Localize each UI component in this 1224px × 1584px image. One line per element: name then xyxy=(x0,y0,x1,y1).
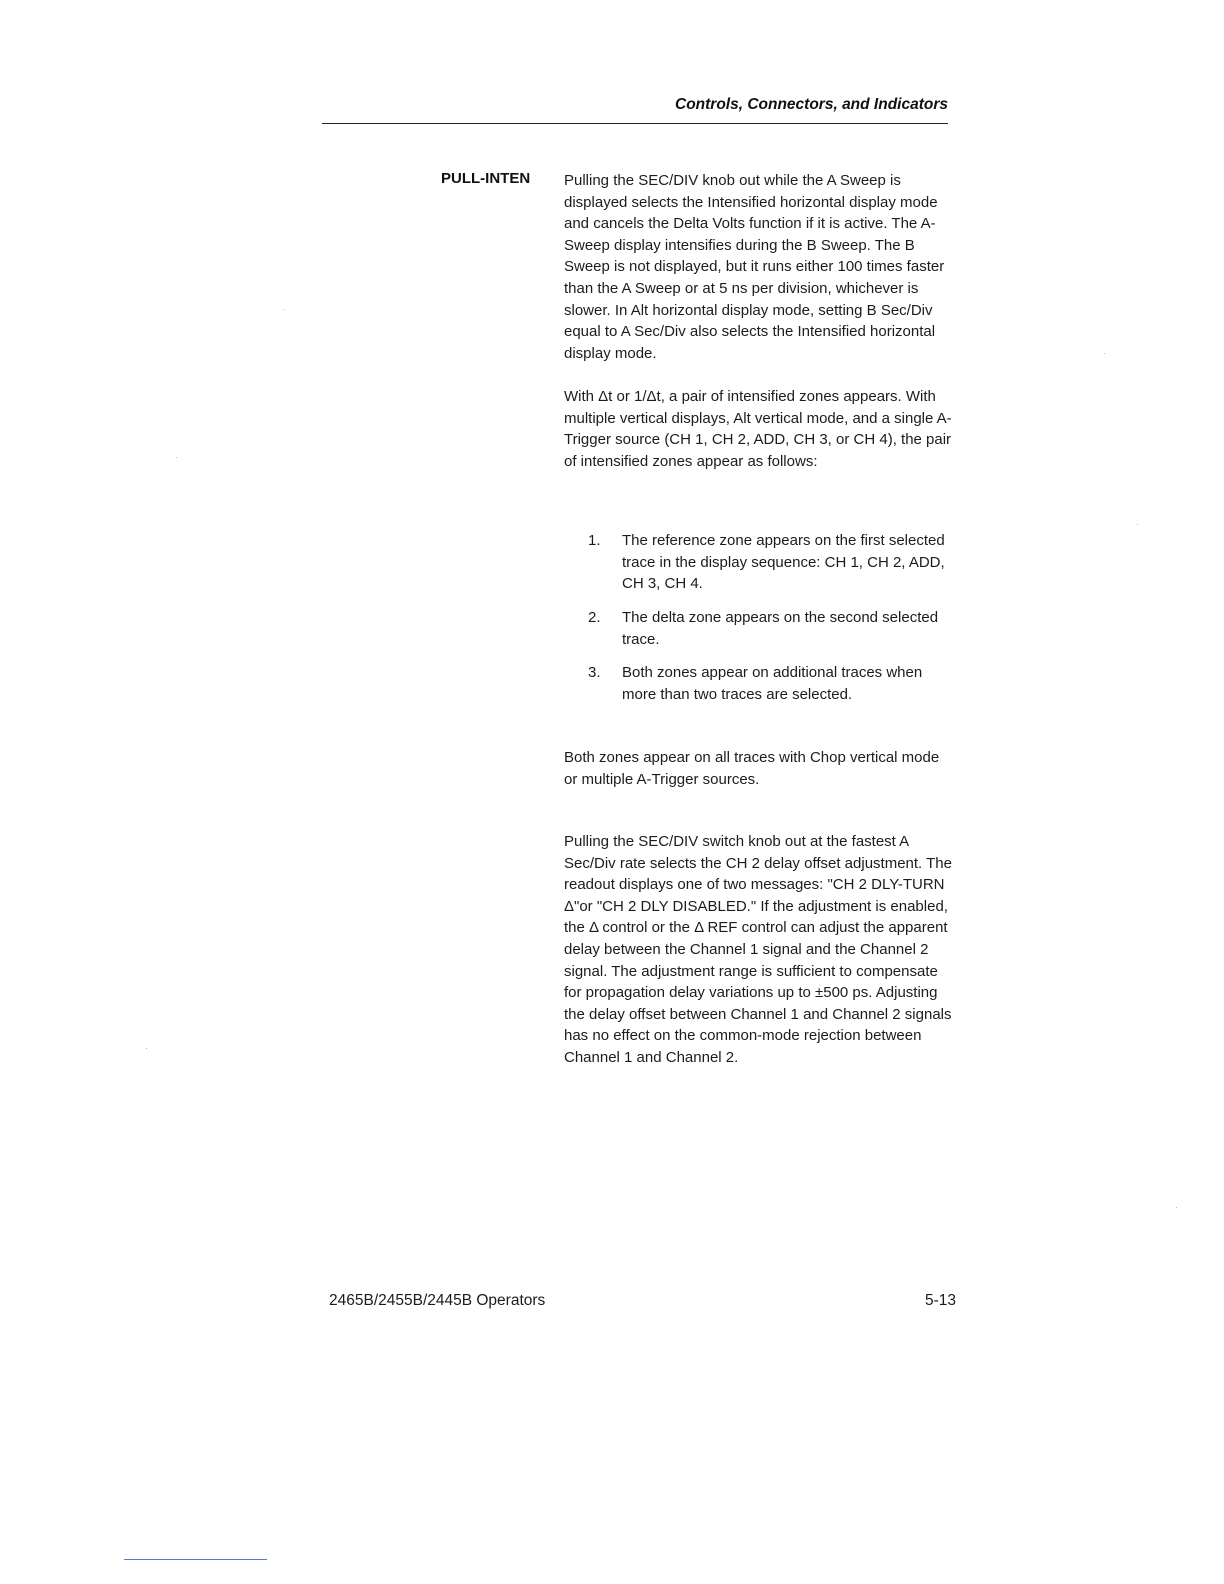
paragraph-text: With Δt or 1/Δt, a pair of intensified zones appears. With multiple vertical displays, Alt vertical mode, and a single A-Trigger source (CH 1, CH 2, ADD, CH 3, or CH 4), the pair of intensified zones appear as follows: xyxy=(564,388,952,470)
header-rule xyxy=(322,123,948,124)
list-item-text: The reference zone appears on the first selected trace in the display sequence: CH 1, CH 2, ADD, CH 3, CH 4. xyxy=(622,532,945,593)
paragraph-intensified-mode xyxy=(564,170,956,364)
list-item-text: The delta zone appears on the second selected trace. xyxy=(622,609,939,648)
scan-speck xyxy=(283,309,284,310)
paragraph-delay-offset xyxy=(564,831,956,1069)
list-item-number: 2. xyxy=(588,609,601,626)
scan-speck xyxy=(1104,353,1105,354)
paragraph-text: Both zones appear on all traces with Chop vertical mode or multiple A-Trigger sources. xyxy=(564,749,940,788)
list-item-number: 1. xyxy=(588,532,601,549)
scan-speck xyxy=(146,1048,147,1049)
list-item-text: Both zones appear on additional traces when more than two traces are selected. xyxy=(622,664,923,703)
footer-page-number: 5-13 xyxy=(924,1292,956,1309)
scan-speck xyxy=(176,457,177,458)
scan-speck xyxy=(1176,1207,1177,1208)
page-header-title: Controls, Connectors, and Indicators xyxy=(675,96,948,113)
entry-term: PULL-INTEN xyxy=(441,170,531,187)
paragraph-chop-mode xyxy=(564,747,956,790)
scan-speck xyxy=(1137,524,1138,525)
paragraph-text: Pulling the SEC/DIV switch knob out at the fastest A Sec/Div rate selects the CH 2 delay offset adjustment. The readout displays one of two messages: "CH 2 DLY-TURN Δ"or "CH 2 DLY DISABLED." If the adjustment is enabled, the Δ control or the Δ REF control can adjust the apparent delay between the Channel 1 signal and the Channel 2 signal. The adjustment range is sufficient to compensate for propagation delay variations up to ±500 ps. Adjusting the delay offset between Channel 1 and Channel 2 signals has no effect on the common-mode rejection between Channel 1 and Channel 2. xyxy=(564,833,952,1066)
scan-edge-line xyxy=(124,1559,267,1560)
paragraph-text: Pulling the SEC/DIV knob out while the A Sweep is displayed selects the Intensified horizontal display mode and cancels the Delta Volts function if it is active. The A-Sweep display intensifies during the B Sweep. The B Sweep is not displayed, but it runs either 100 times faster than the A Sweep or at 5 ns per division, whichever is slower. In Alt horizontal display mode, setting B Sec/Div equal to A Sec/Div also selects the Intensified horizontal display mode. xyxy=(564,172,945,362)
list-item-number: 3. xyxy=(588,664,601,681)
footer-manual-title: 2465B/2455B/2445B Operators xyxy=(329,1292,546,1309)
paragraph-delta-time-zones xyxy=(564,386,956,472)
